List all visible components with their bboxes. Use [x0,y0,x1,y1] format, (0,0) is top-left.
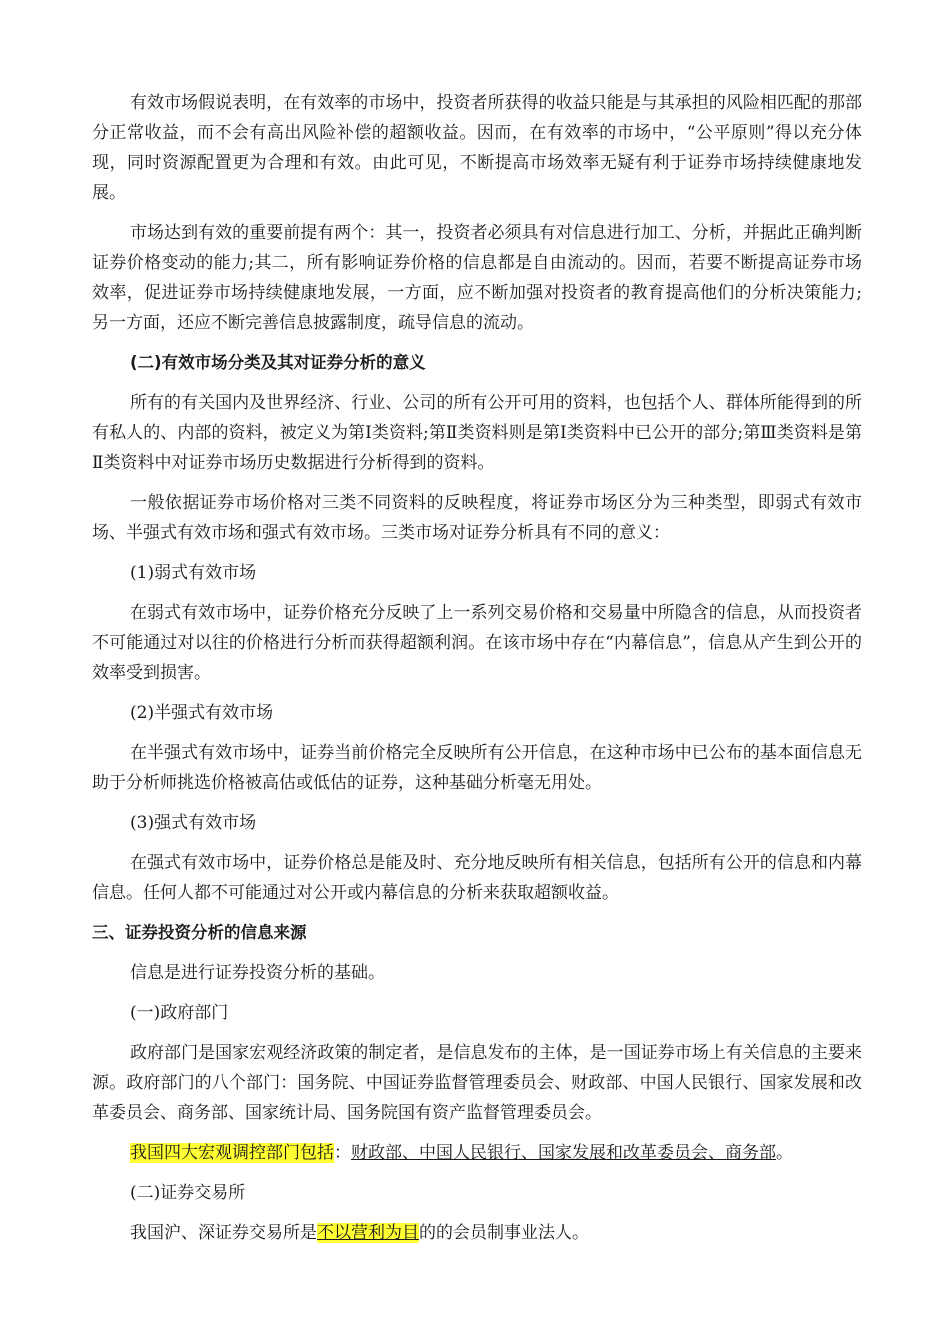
subheading-semi-strong-form: (2)半强式有效市场 [130,703,274,723]
subheading-government: (一)政府部门 [130,1003,229,1023]
colon-text: ： [334,1143,351,1163]
paragraph-government-departments: 政府部门是国家宏观经济政策的制定者，是信息发布的主体，是一国证券市场上有关信息的主要来源。政府部门的八个部门：国务院、中国证券监督管理委员会、财政部、中国人民银行、国家发展和改革委员会、商务部、国家统计局、国务院国有资产监督管理委员会。 [92,1043,862,1123]
section-heading-market-classification: (二)有效市场分类及其对证券分析的意义 [130,353,426,372]
paragraph-information-basis: 信息是进行证券投资分析的基础。 [130,963,385,983]
paragraph-macro-control-departments [92,1138,862,1168]
paragraph-preconditions: 市场达到有效的重要前提有两个：其一，投资者必须具有对信息进行加工、分析，并据此正确判断证券价格变动的能力;其二，所有影响证券价格的信息都是自由流动的。因而，若要不断提高证券市场效率，促进证券市场持续健康地发展，一方面，应不断加强对投资者的教育提高他们的分析决策能力;另一方面，还应不断完善信息披露制度，疏导信息的流动。 [92,223,862,333]
chapter-heading-information-sources: 三、证券投资分析的信息来源 [92,923,307,942]
period-text: 。 [776,1143,793,1163]
highlighted-underlined-text: 不以营利为目 [317,1223,419,1243]
underlined-text: 财政部、中国人民银行、国家发展和改革委员会、商务部 [351,1143,776,1163]
paragraph-information-categories: 所有的有关国内及世界经济、行业、公司的所有公开可用的资料，也包括个人、群体所能得到的所有私人的、内部的资料，被定义为第Ⅰ类资料;第Ⅱ类资料则是第Ⅰ类资料中已公开的部分;第Ⅲ类资料是第Ⅱ类资料中对证券市场历史数据进行分析得到的资料。 [92,393,862,473]
paragraph-three-market-types: 一般依据证券市场价格对三类不同资料的反映程度，将证券市场区分为三种类型，即弱式有效市场、半强式有效市场和强式有效市场。三类市场对证券分析具有不同的意义： [92,493,862,543]
paragraph-stock-exchange [92,1218,862,1248]
subheading-stock-exchange: (二)证券交易所 [130,1183,246,1203]
exchange-text-end: 的的会员制事业法人。 [419,1223,589,1243]
paragraph-efficient-market-hypothesis: 有效市场假说表明，在有效率的市场中，投资者所获得的收益只能是与其承担的风险相匹配的那部分正常收益，而不会有高出风险补偿的超额收益。因而，在有效率的市场中，“公平原则”得以充分体现，同时资源配置更为合理和有效。由此可见，不断提高市场效率无疑有利于证券市场持续健康地发展。 [92,93,862,203]
paragraph-weak-form: 在弱式有效市场中，证券价格充分反映了上一系列交易价格和交易量中所隐含的信息，从而投资者不可能通过对以往的价格进行分析而获得超额利润。在该市场中存在“内幕信息”，信息从产生到公开的效率受到损害。 [92,603,862,683]
highlighted-text: 我国四大宏观调控部门包括 [130,1143,334,1163]
document-page [92,88,862,1258]
subheading-weak-form: (1)弱式有效市场 [130,563,257,583]
paragraph-semi-strong-form: 在半强式有效市场中，证券当前价格完全反映所有公开信息，在这种市场中已公布的基本面信息无助于分析师挑选价格被高估或低估的证券，这种基础分析毫无用处。 [92,743,862,793]
subheading-strong-form: (3)强式有效市场 [130,813,257,833]
paragraph-strong-form: 在强式有效市场中，证券价格总是能及时、充分地反映所有相关信息，包括所有公开的信息和内幕信息。任何人都不可能通过对公开或内幕信息的分析来获取超额收益。 [92,853,862,903]
exchange-text-start: 我国沪、深证券交易所是 [130,1223,317,1243]
